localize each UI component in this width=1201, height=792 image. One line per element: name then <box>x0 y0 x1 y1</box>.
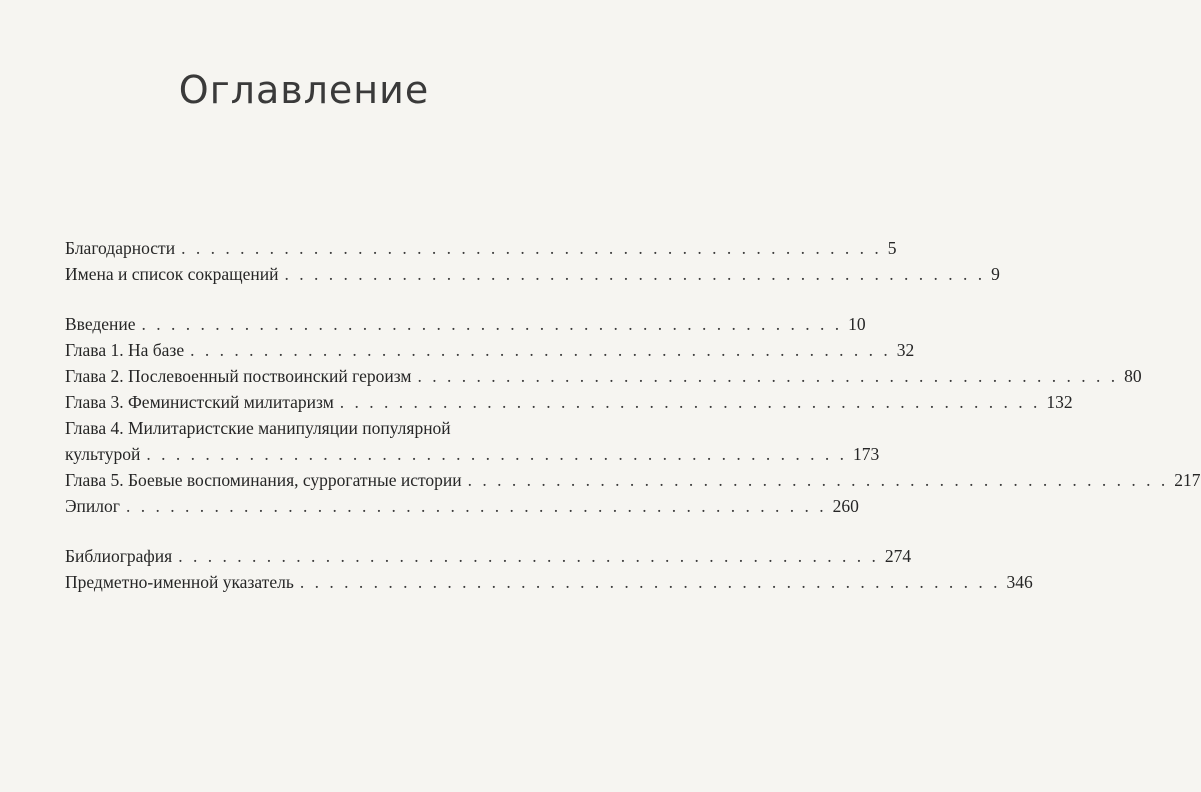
toc-entry-label: Глава 3. Феминистский милитаризм <box>65 392 334 412</box>
dot-leader: . . . . . . . . . . . . . . . . . . . . . . . . . . . . . . . . . . . . . . . . . . . . . . . . <box>339 392 1041 412</box>
toc-group-back-matter <box>65 543 1033 595</box>
toc-entry-page: 260 <box>832 496 859 516</box>
toc-entry-label: Библиография <box>65 546 173 566</box>
dot-leader: . . . . . . . . . . . . . . . . . . . . . . . . . . . . . . . . . . . . . . . . . . . . . . . . <box>146 444 847 464</box>
dot-leader: . . . . . . . . . . . . . . . . . . . . . . . . . . . . . . . . . . . . . . . . . . . . . . . . <box>141 314 843 334</box>
toc-entry-label: Глава 1. На базе <box>65 340 185 360</box>
toc-entry-chapter-3[interactable] <box>65 389 1073 415</box>
toc-entry-page: 274 <box>884 546 912 566</box>
toc-entry-page: 346 <box>1006 572 1033 592</box>
table-of-contents <box>65 235 1201 619</box>
toc-entry-acknowledgements[interactable] <box>65 235 897 261</box>
toc-entry-chapter-2[interactable] <box>65 363 1142 389</box>
toc-entry-page: 217 <box>1174 470 1201 490</box>
toc-group-front-matter <box>65 235 1000 287</box>
toc-entry-label: Благодарности <box>65 238 176 258</box>
toc-entry-label: Эпилог <box>65 496 120 516</box>
toc-entry-bibliography[interactable] <box>65 543 912 569</box>
toc-entry-page: 5 <box>887 238 897 258</box>
dot-leader: . . . . . . . . . . . . . . . . . . . . . . . . . . . . . . . . . . . . . . . . . . . . . . . . <box>178 546 879 566</box>
toc-entry-chapter-5[interactable] <box>65 467 1201 493</box>
toc-entry-line2 <box>65 441 880 467</box>
toc-entry-page: 173 <box>852 444 880 464</box>
toc-entry-chapter-4[interactable] <box>65 415 880 467</box>
page-title: Оглавление <box>178 68 430 112</box>
toc-entry-index[interactable] <box>65 569 1033 595</box>
toc-entry-chapter-1[interactable] <box>65 337 915 363</box>
toc-entry-label: Глава 5. Боевые воспоминания, суррогатные истории <box>65 470 462 490</box>
toc-entry-page: 80 <box>1124 366 1142 386</box>
toc-entry-label-line1: Глава 4. Милитаристские манипуляции популярной <box>65 418 451 438</box>
dot-leader: . . . . . . . . . . . . . . . . . . . . . . . . . . . . . . . . . . . . . . . . . . . . . . . . <box>190 340 891 360</box>
toc-entry-page: 10 <box>848 314 866 334</box>
toc-entry-label: Глава 2. Послевоенный поствоинский героизм <box>65 366 412 386</box>
toc-entry-label: Введение <box>65 314 136 334</box>
toc-entry-label: Имена и список сокращений <box>65 264 279 284</box>
toc-entry-page: 132 <box>1046 392 1073 412</box>
toc-entry-epilogue[interactable] <box>65 493 859 519</box>
dot-leader: . . . . . . . . . . . . . . . . . . . . . . . . . . . . . . . . . . . . . . . . . . . . . . . . <box>467 470 1169 490</box>
toc-entry-page: 32 <box>896 340 915 360</box>
toc-entry-page: 9 <box>991 264 1000 284</box>
toc-entry-label: культурой <box>65 444 141 464</box>
dot-leader: . . . . . . . . . . . . . . . . . . . . . . . . . . . . . . . . . . . . . . . . . . . . . . . . <box>417 366 1119 386</box>
dot-leader: . . . . . . . . . . . . . . . . . . . . . . . . . . . . . . . . . . . . . . . . . . . . . . . . <box>299 572 1001 592</box>
toc-entry-introduction[interactable] <box>65 311 866 337</box>
dot-leader: . . . . . . . . . . . . . . . . . . . . . . . . . . . . . . . . . . . . . . . . . . . . . . . . <box>125 496 827 516</box>
toc-group-main <box>65 311 1201 519</box>
dot-leader: . . . . . . . . . . . . . . . . . . . . . . . . . . . . . . . . . . . . . . . . . . . . . . . . <box>284 264 986 284</box>
toc-entry-label: Предметно-именной указатель <box>65 572 294 592</box>
dot-leader: . . . . . . . . . . . . . . . . . . . . . . . . . . . . . . . . . . . . . . . . . . . . . . . . <box>181 238 882 258</box>
toc-entry-names-abbreviations[interactable] <box>65 261 1000 287</box>
